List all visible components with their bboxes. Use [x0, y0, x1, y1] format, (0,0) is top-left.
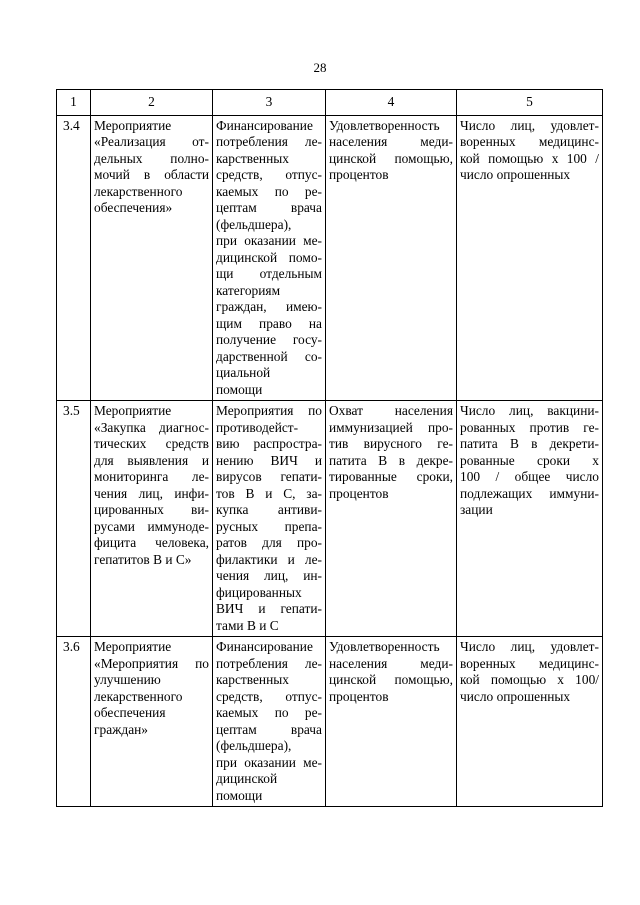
table-row: [57, 637, 603, 807]
cell-text-line: русами иммуноде-: [94, 518, 209, 534]
cell-text-line: потребления ле-: [216, 134, 322, 149]
cell-text-line: населения меди-: [329, 134, 453, 149]
cell-text-line: чения лиц, ин-: [216, 568, 322, 583]
cell-text-line: патита В в декре-: [329, 452, 453, 468]
cell-text-line: воренных медицинс-: [460, 655, 599, 671]
cell-text-line: цинской помощью,: [329, 672, 453, 687]
table-row: [57, 401, 603, 637]
cell-text-line: обеспечения: [94, 705, 166, 720]
cell-text-line: зации: [460, 502, 493, 517]
cell-text-line: граждан, имею-: [216, 299, 322, 314]
cell-text-line: тами В и С: [216, 617, 279, 633]
cell-text-line: число опрошенных: [460, 688, 571, 704]
cell-text-line: дарственной со-: [216, 348, 322, 364]
cell-text-line: вирусов гепати-: [216, 469, 322, 484]
cell-text-line: щим право на: [216, 315, 322, 331]
cell-text-line: средств, отпус-: [216, 167, 322, 182]
cell-text-line: карственных: [216, 672, 289, 687]
cell-text-line: средств, отпус-: [216, 688, 322, 704]
cell-text-line: граждан»: [94, 721, 149, 737]
cell-text-line: (фельдшера),: [216, 216, 292, 232]
cell-text-line: Число лиц, удовлет-: [460, 639, 599, 654]
cell-text-line: процентов: [329, 167, 389, 182]
cell-text-line: лекарственного: [94, 183, 183, 199]
cell-text-line: каемых по ре-: [216, 705, 322, 720]
cell-text-line: цептам врача: [216, 721, 322, 737]
row-number-cell: 3.4: [57, 115, 91, 401]
cell-text-line: Удовлетворенность: [329, 117, 440, 133]
cell-text-line: цированных ви-: [94, 502, 209, 517]
measure-description-cell: [213, 637, 326, 807]
table-row: [57, 115, 603, 401]
header-cell: 5: [457, 90, 603, 116]
table-header-row: [57, 90, 603, 116]
header-cell: 4: [326, 90, 457, 116]
cell-text-line: рованных против ге-: [460, 419, 599, 435]
cell-text-line: Охват населения: [329, 403, 453, 418]
header-cell: 3: [213, 90, 326, 116]
cell-text-line: «Реализация от-: [94, 134, 209, 149]
cell-text-line: патита В в декрети-: [460, 436, 599, 451]
cell-text-line: кой помощью х 100 /: [460, 150, 599, 166]
cell-text-line: Финансирование: [216, 117, 313, 133]
cell-text-line: подлежащих иммуни-: [460, 485, 599, 501]
cell-text-line: русных препа-: [216, 518, 322, 534]
cell-text-line: Удовлетворенность: [329, 639, 440, 654]
cell-text-line: фицированных: [216, 584, 302, 600]
cell-text-line: улучшению: [94, 672, 161, 687]
cell-text-line: вию распростра-: [216, 436, 322, 451]
cell-text-line: Число лиц, вакцини-: [460, 403, 599, 418]
calculation-method-cell: [457, 637, 603, 807]
cell-text-line: рованные сроки х: [460, 452, 599, 468]
cell-text-line: противодейст-: [216, 419, 299, 435]
cell-text-line: гепатитов В и С»: [94, 551, 192, 567]
indicator-cell: [326, 637, 457, 807]
cell-text-line: «Мероприятия по: [94, 655, 209, 671]
cell-text-line: филактики и ле-: [216, 551, 322, 567]
cell-text-line: дицинской помо-: [216, 249, 322, 265]
cell-text-line: иммунизацией про-: [329, 419, 453, 435]
cell-text-line: помощи: [216, 381, 263, 397]
cell-text-line: потребления ле-: [216, 655, 322, 671]
cell-text-line: каемых по ре-: [216, 183, 322, 199]
header-cell: 2: [91, 90, 213, 116]
cell-text-line: тив вирусного ге-: [329, 436, 453, 451]
cell-text-line: воренных медицинс-: [460, 134, 599, 149]
cell-text-line: населения меди-: [329, 655, 453, 671]
cell-text-line: процентов: [329, 485, 389, 501]
indicators-table: [56, 89, 603, 807]
header-cell: 1: [57, 90, 91, 116]
cell-text-line: тов В и С, за-: [216, 485, 322, 501]
cell-text-line: тических средств: [94, 436, 209, 451]
cell-text-line: Мероприятия по: [216, 403, 322, 418]
calculation-method-cell: [457, 115, 603, 401]
page-number: 28: [313, 60, 327, 75]
cell-text-line: мониторинга ле-: [94, 469, 209, 484]
cell-text-line: «Закупка диагнос-: [94, 419, 209, 435]
indicator-cell: [326, 115, 457, 401]
cell-text-line: при оказании ме-: [216, 754, 322, 770]
cell-text-line: Мероприятие: [94, 403, 172, 418]
cell-text-line: кой помощью х 100/: [460, 672, 599, 687]
cell-text-line: цептам врача: [216, 200, 322, 215]
cell-text-line: число опрошенных: [460, 167, 571, 182]
cell-text-line: ратов для про-: [216, 535, 322, 550]
cell-text-line: получение госу-: [216, 332, 322, 347]
measure-description-cell: [213, 401, 326, 637]
cell-text-line: чения лиц, инфи-: [94, 485, 209, 501]
cell-text-line: мочий в области: [94, 167, 209, 182]
measure-name-cell: [91, 637, 213, 807]
cell-text-line: тированные сроки,: [329, 469, 453, 484]
row-number-cell: 3.6: [57, 637, 91, 807]
cell-text-line: Число лиц, удовлет-: [460, 117, 599, 133]
cell-text-line: Мероприятие: [94, 639, 172, 654]
cell-text-line: нению ВИЧ и: [216, 452, 322, 468]
cell-text-line: Финансирование: [216, 639, 313, 654]
cell-text-line: (фельдшера),: [216, 738, 292, 753]
calculation-method-cell: [457, 401, 603, 637]
cell-text-line: 100 / общее число: [460, 469, 599, 484]
cell-text-line: при оказании ме-: [216, 233, 322, 248]
cell-text-line: ВИЧ и гепати-: [216, 601, 322, 616]
cell-text-line: щи отдельным: [216, 266, 322, 281]
cell-text-line: купка антиви-: [216, 502, 322, 517]
indicator-cell: [326, 401, 457, 637]
cell-text-line: дицинской: [216, 771, 278, 786]
measure-name-cell: [91, 401, 213, 637]
cell-text-line: цинской помощью,: [329, 150, 453, 166]
cell-text-line: обеспечения»: [94, 200, 173, 215]
cell-text-line: Мероприятие: [94, 117, 172, 133]
row-number-cell: 3.5: [57, 401, 91, 637]
cell-text-line: процентов: [329, 688, 389, 704]
cell-text-line: дельных полно-: [94, 150, 209, 166]
cell-text-line: категориям: [216, 282, 281, 298]
cell-text-line: карственных: [216, 150, 289, 166]
cell-text-line: циальной: [216, 365, 271, 380]
cell-text-line: помощи: [216, 787, 263, 803]
cell-text-line: лекарственного: [94, 688, 183, 704]
cell-text-line: фицита человека,: [94, 535, 209, 550]
measure-name-cell: [91, 115, 213, 401]
cell-text-line: для выявления и: [94, 452, 209, 468]
measure-description-cell: [213, 115, 326, 401]
